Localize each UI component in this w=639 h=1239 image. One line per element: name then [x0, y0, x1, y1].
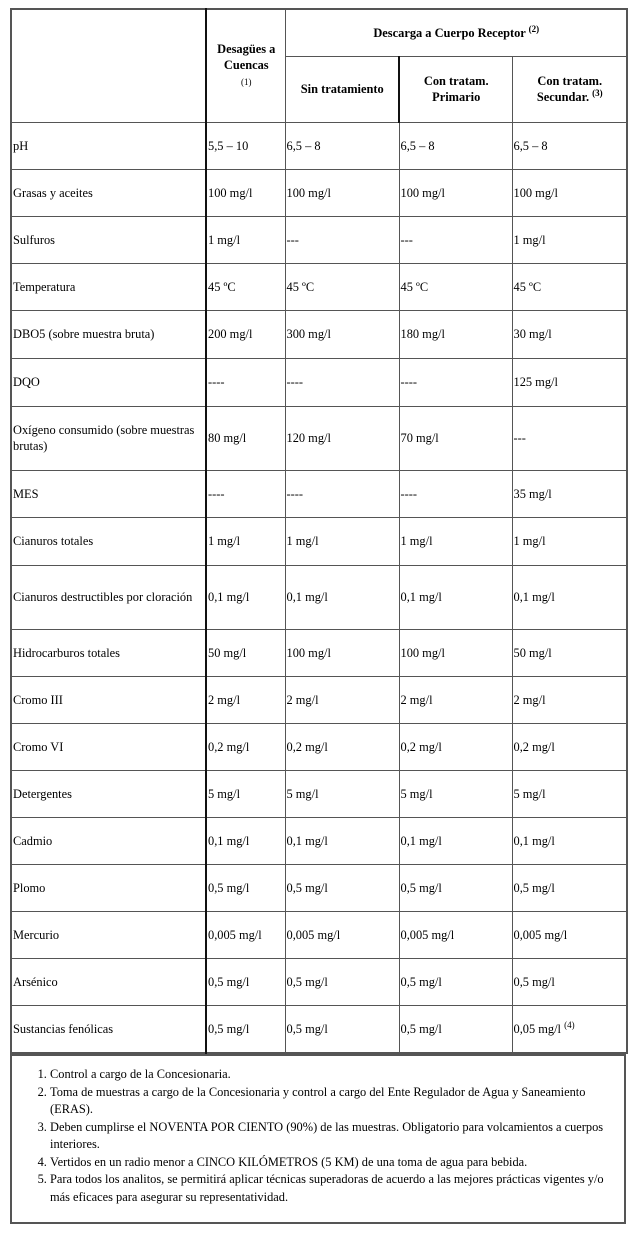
cell-sin — [285, 565, 399, 629]
table-row — [11, 676, 627, 723]
table-row — [11, 263, 627, 310]
cell-desagues — [206, 770, 285, 817]
param-value: Hidrocarburos totales — [13, 645, 121, 660]
cell-param — [11, 629, 206, 676]
param-value: Oxígeno consumido (sobre muestras brutas) — [13, 423, 195, 453]
desagues-value: 0,1 mg/l — [208, 590, 250, 604]
param-value: Arsénico — [13, 974, 58, 989]
cell-desagues — [206, 958, 285, 1005]
table-row — [11, 517, 627, 565]
cell-primario — [399, 470, 512, 517]
cell-secundario — [512, 864, 627, 911]
param-value: Temperatura — [13, 279, 76, 294]
param-value: Sulfuros — [13, 232, 55, 247]
secundario-value: 0,005 mg/l — [513, 927, 568, 942]
primario-value: 0,5 mg/l — [400, 1021, 442, 1036]
cell-param — [11, 1005, 206, 1053]
primario-value: 5 mg/l — [400, 786, 433, 801]
cell-secundario — [512, 310, 627, 358]
primario-value: 1 mg/l — [400, 534, 433, 548]
primario-value: 70 mg/l — [400, 431, 439, 445]
param-value: Grasas y aceites — [13, 185, 93, 200]
sin-value: 0,5 mg/l — [286, 880, 328, 895]
cell-secundario — [512, 770, 627, 817]
cell-param — [11, 864, 206, 911]
cell-desagues — [206, 358, 285, 406]
primario-value: 0,1 mg/l — [400, 590, 442, 604]
secundario-value: 30 mg/l — [513, 327, 552, 341]
sin-value: 0,5 mg/l — [286, 974, 328, 989]
footnote-item: 5. Para todos los analitos, se permitirá aplicar técnicas superadoras de acuerdo a las mejores prácticas vigentes y/o más eficaces para asegurar su representatividad. — [50, 1171, 614, 1206]
desagues-value: 5 mg/l — [208, 786, 241, 801]
secundario-value: 35 mg/l — [513, 486, 552, 501]
sin-value: 0,1 mg/l — [286, 833, 328, 848]
header-sin-label: Sin tratamiento — [300, 82, 384, 96]
header-primario — [399, 56, 512, 122]
param-value: pH — [13, 138, 29, 153]
sin-value: 300 mg/l — [286, 327, 331, 341]
table-row — [11, 470, 627, 517]
header-row-1 — [11, 9, 627, 56]
table-row — [11, 216, 627, 263]
footnote-item: 4. Vertidos en un radio menor a CINCO KILÓMETROS (5 KM) de una toma de agua para bebida. — [50, 1154, 614, 1172]
cell-desagues — [206, 263, 285, 310]
primario-value: 45 ºC — [400, 279, 429, 294]
cell-primario — [399, 864, 512, 911]
param-value: Sustancias fenólicas — [13, 1021, 114, 1036]
desagues-value: ---- — [208, 375, 225, 389]
cell-secundario — [512, 1005, 627, 1053]
cell-sin — [285, 817, 399, 864]
desagues-value: 80 mg/l — [208, 431, 247, 445]
header-blank-cell — [11, 9, 206, 122]
cell-secundario — [512, 911, 627, 958]
primario-value: --- — [400, 232, 413, 247]
cell-secundario — [512, 169, 627, 216]
primario-value: 6,5 – 8 — [400, 138, 435, 153]
sin-value: 0,005 mg/l — [286, 927, 341, 942]
header-sin-tratamiento — [285, 56, 399, 122]
header-desagues-note: (1) — [241, 77, 252, 88]
cell-primario — [399, 122, 512, 169]
table-row — [11, 911, 627, 958]
primario-value: 0,2 mg/l — [400, 739, 442, 754]
table-row — [11, 358, 627, 406]
cell-sin — [285, 470, 399, 517]
footnote-ref: (4) — [564, 1019, 575, 1030]
document — [10, 8, 626, 1224]
primario-value: ---- — [400, 486, 418, 501]
cell-secundario — [512, 676, 627, 723]
cell-secundario — [512, 817, 627, 864]
cell-secundario — [512, 358, 627, 406]
param-value: Plomo — [13, 880, 46, 895]
param-value: Cianuros totales — [13, 534, 94, 548]
cell-param — [11, 470, 206, 517]
cell-primario — [399, 723, 512, 770]
sin-value: 6,5 – 8 — [286, 138, 321, 153]
desagues-value: 1 mg/l — [208, 534, 241, 548]
cell-param — [11, 817, 206, 864]
cell-param — [11, 358, 206, 406]
sin-value: --- — [286, 232, 299, 247]
cell-secundario — [512, 723, 627, 770]
cell-sin — [285, 629, 399, 676]
param-value: Cromo VI — [13, 739, 64, 754]
param-value: DQO — [13, 375, 40, 389]
cell-primario — [399, 817, 512, 864]
cell-desagues — [206, 169, 285, 216]
cell-secundario — [512, 517, 627, 565]
cell-param — [11, 723, 206, 770]
sin-value: 120 mg/l — [286, 431, 331, 445]
cell-sin — [285, 263, 399, 310]
table-row — [11, 817, 627, 864]
effluent-limits-table — [10, 8, 628, 1054]
cell-sin — [285, 310, 399, 358]
sin-value: 0,5 mg/l — [286, 1021, 328, 1036]
secundario-value: 0,5 mg/l — [513, 880, 555, 895]
cell-param — [11, 263, 206, 310]
cell-secundario — [512, 958, 627, 1005]
cell-sin — [285, 517, 399, 565]
cell-sin — [285, 1005, 399, 1053]
sin-value: 2 mg/l — [286, 692, 319, 707]
cell-secundario — [512, 470, 627, 517]
desagues-value: 2 mg/l — [208, 692, 241, 707]
cell-param — [11, 958, 206, 1005]
cell-desagues — [206, 517, 285, 565]
desagues-value: 0,005 mg/l — [208, 927, 262, 942]
cell-param — [11, 770, 206, 817]
desagues-value: ---- — [208, 486, 225, 501]
header-secundario — [512, 56, 627, 122]
cell-primario — [399, 565, 512, 629]
secundario-value: 0,05 mg/l — [513, 1021, 561, 1036]
cell-secundario — [512, 216, 627, 263]
table-row — [11, 122, 627, 169]
desagues-value: 100 mg/l — [208, 185, 253, 200]
cell-desagues — [206, 122, 285, 169]
table-row — [11, 310, 627, 358]
primario-value: 0,1 mg/l — [400, 833, 442, 848]
secundario-value: 125 mg/l — [513, 375, 558, 389]
primario-value: 0,5 mg/l — [400, 880, 442, 895]
cell-desagues — [206, 864, 285, 911]
desagues-value: 45 ºC — [208, 279, 236, 294]
secundario-value: 45 ºC — [513, 279, 542, 294]
cell-param — [11, 216, 206, 263]
sin-value: 1 mg/l — [286, 534, 319, 548]
primario-value: 100 mg/l — [400, 645, 445, 660]
header-desagues — [206, 9, 285, 122]
cell-desagues — [206, 723, 285, 770]
cell-sin — [285, 406, 399, 470]
desagues-value: 200 mg/l — [208, 327, 253, 341]
desagues-value: 50 mg/l — [208, 645, 247, 660]
cell-desagues — [206, 565, 285, 629]
desagues-value: 1 mg/l — [208, 232, 241, 247]
cell-secundario — [512, 406, 627, 470]
table-row — [11, 406, 627, 470]
param-value: Mercurio — [13, 927, 60, 942]
desagues-value: 5,5 – 10 — [208, 138, 249, 153]
cell-sin — [285, 723, 399, 770]
cell-sin — [285, 122, 399, 169]
secundario-value: 0,2 mg/l — [513, 739, 555, 754]
header-desagues-label: Desagües a Cuencas — [217, 42, 276, 73]
cell-param — [11, 122, 206, 169]
header-descarga-note: (2) — [528, 23, 540, 34]
cell-sin — [285, 216, 399, 263]
cell-primario — [399, 216, 512, 263]
cell-secundario — [512, 263, 627, 310]
cell-sin — [285, 958, 399, 1005]
primario-value: 2 mg/l — [400, 692, 433, 707]
footnote-item: 2. Toma de muestras a cargo de la Concesionaria y control a cargo del Ente Regulador de Agua y Saneamiento (ERAS). — [50, 1084, 614, 1119]
cell-param — [11, 565, 206, 629]
sin-value: ---- — [286, 486, 304, 501]
desagues-value: 0,5 mg/l — [208, 880, 250, 895]
cell-desagues — [206, 817, 285, 864]
cell-sin — [285, 169, 399, 216]
cell-desagues — [206, 216, 285, 263]
secundario-value: 1 mg/l — [513, 534, 546, 548]
footnotes — [10, 1054, 626, 1224]
sin-value: 0,2 mg/l — [286, 739, 328, 754]
param-value: Detergentes — [13, 786, 72, 801]
sin-value: 100 mg/l — [286, 645, 331, 660]
header-primario-label: Con tratam. Primario — [423, 74, 489, 104]
primario-value: 180 mg/l — [400, 327, 445, 341]
table-row — [11, 565, 627, 629]
cell-param — [11, 406, 206, 470]
secundario-value: 0,5 mg/l — [513, 974, 555, 989]
cell-secundario — [512, 565, 627, 629]
sin-value: 100 mg/l — [286, 185, 331, 200]
secundario-value: 0,1 mg/l — [513, 590, 555, 604]
cell-sin — [285, 358, 399, 406]
desagues-value: 0,5 mg/l — [208, 1021, 250, 1036]
cell-param — [11, 517, 206, 565]
footnote-item: 3. Deben cumplirse el NOVENTA POR CIENTO (90%) de las muestras. Obligatorio para volcamientos a cuerpos interiores. — [50, 1119, 614, 1154]
primario-value: 100 mg/l — [400, 185, 445, 200]
primario-value: 0,5 mg/l — [400, 974, 442, 989]
table-row — [11, 723, 627, 770]
cell-param — [11, 310, 206, 358]
secundario-value: --- — [513, 431, 526, 445]
cell-sin — [285, 676, 399, 723]
table-row — [11, 958, 627, 1005]
param-value: Cianuros destructibles por cloración — [13, 590, 193, 604]
cell-desagues — [206, 1005, 285, 1053]
cell-primario — [399, 676, 512, 723]
desagues-value: 0,1 mg/l — [208, 833, 250, 848]
secundario-value: 0,1 mg/l — [513, 833, 555, 848]
header-secundario-note: (3) — [592, 87, 603, 98]
desagues-value: 0,2 mg/l — [208, 739, 250, 754]
cell-primario — [399, 770, 512, 817]
cell-desagues — [206, 470, 285, 517]
sin-value: 45 ºC — [286, 279, 315, 294]
cell-desagues — [206, 310, 285, 358]
header-secundario-label: Con tratam. Secundar. — [536, 74, 603, 104]
cell-primario — [399, 1005, 512, 1053]
cell-param — [11, 169, 206, 216]
cell-primario — [399, 406, 512, 470]
secundario-value: 6,5 – 8 — [513, 138, 548, 153]
sin-value: 0,1 mg/l — [286, 590, 328, 604]
cell-secundario — [512, 629, 627, 676]
secundario-value: 50 mg/l — [513, 645, 552, 660]
param-value: DBO5 (sobre muestra bruta) — [13, 327, 155, 341]
cell-primario — [399, 958, 512, 1005]
cell-primario — [399, 358, 512, 406]
table-row — [11, 770, 627, 817]
param-value: Cromo III — [13, 692, 63, 707]
cell-sin — [285, 770, 399, 817]
sin-value: ---- — [286, 375, 304, 389]
cell-desagues — [206, 629, 285, 676]
cell-primario — [399, 911, 512, 958]
cell-param — [11, 676, 206, 723]
param-value: MES — [13, 486, 39, 501]
secundario-value: 2 mg/l — [513, 692, 546, 707]
table-row — [11, 169, 627, 216]
cell-primario — [399, 263, 512, 310]
secundario-value: 100 mg/l — [513, 185, 558, 200]
secundario-value: 1 mg/l — [513, 232, 546, 247]
cell-desagues — [206, 911, 285, 958]
table-row — [11, 629, 627, 676]
cell-primario — [399, 517, 512, 565]
primario-value: ---- — [400, 375, 418, 389]
sin-value: 5 mg/l — [286, 786, 319, 801]
cell-sin — [285, 911, 399, 958]
cell-desagues — [206, 676, 285, 723]
header-descarga-group — [285, 9, 627, 56]
desagues-value: 0,5 mg/l — [208, 974, 250, 989]
cell-primario — [399, 169, 512, 216]
table-row — [11, 864, 627, 911]
cell-sin — [285, 864, 399, 911]
footnotes-list — [22, 1066, 614, 1206]
primario-value: 0,005 mg/l — [400, 927, 455, 942]
secundario-value: 5 mg/l — [513, 786, 546, 801]
table-row — [11, 1005, 627, 1053]
cell-secundario — [512, 122, 627, 169]
header-descarga-label: Descarga a Cuerpo Receptor — [373, 25, 526, 40]
footnote-item: 1. Control a cargo de la Concesionaria. — [50, 1066, 614, 1084]
cell-param — [11, 911, 206, 958]
cell-primario — [399, 629, 512, 676]
param-value: Cadmio — [13, 833, 53, 848]
cell-desagues — [206, 406, 285, 470]
cell-primario — [399, 310, 512, 358]
